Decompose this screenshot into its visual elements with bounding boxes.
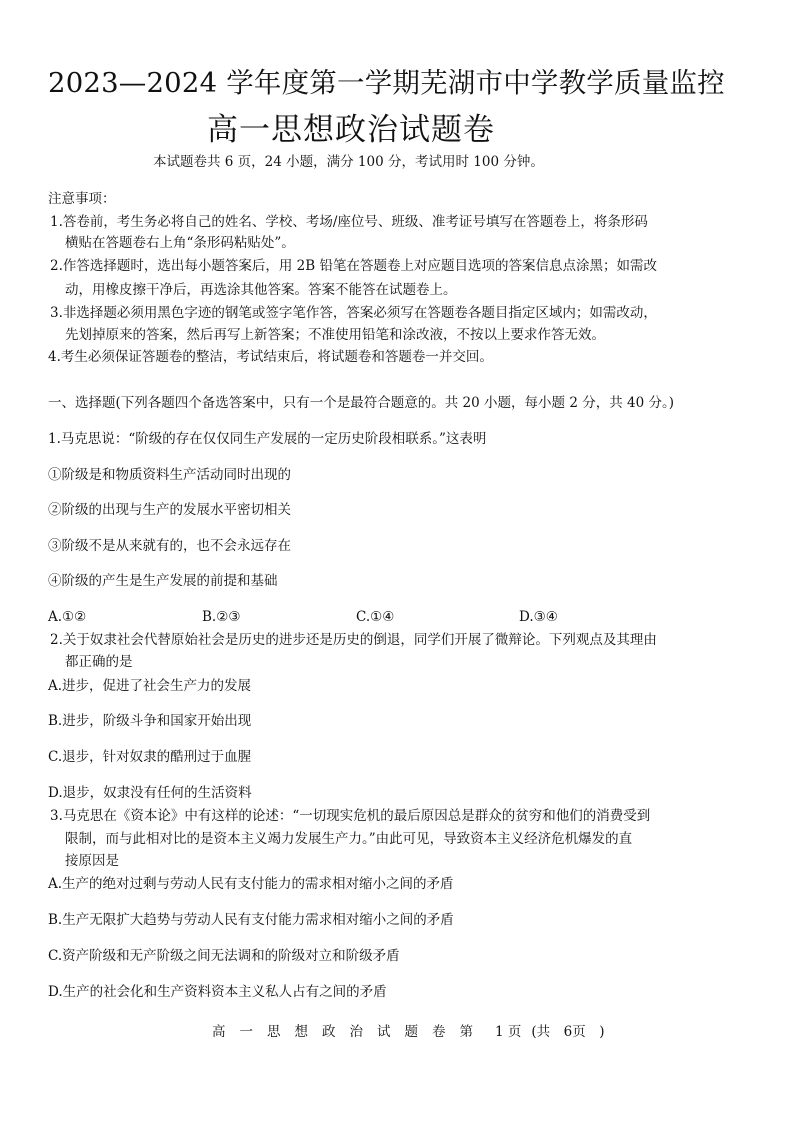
q1-statement-2: ②阶级的出现与生产的发展水平密切相关	[48, 502, 291, 518]
footer-char: 高	[212, 1024, 226, 1040]
q1-option-b: B.②③	[202, 609, 241, 625]
q1-statement-3: ③阶级不是从来就有的，也不会永远存在	[48, 538, 291, 554]
q1-statement-1: ①阶级是和物质资料生产活动同时出现的	[48, 467, 291, 483]
q3-option-a: A.生产的绝对过剩与劳动人民有支付能力的需求相对缩小之间的矛盾	[48, 876, 454, 892]
footer-char: 思	[267, 1024, 281, 1040]
q3-stem-line3: 接原因是	[65, 853, 119, 869]
q3-option-c: C.资产阶级和无产阶级之间无法调和的阶级对立和阶级矛盾	[48, 948, 400, 964]
q1-option-a: A.①②	[48, 609, 87, 625]
notice-item-2-line2: 动，用橡皮擦干净后，再选涂其他答案。答案不能答在试题卷上。	[65, 282, 457, 298]
notice-item-1-line1: 1.答卷前，考生务必将自己的姓名、学校、考场/座位号、班级、准考证号填写在答题卷上，将条形码	[50, 214, 648, 230]
q2-stem-line1: 2.关于奴隶社会代替原始社会是历史的进步还是历史的倒退，同学们开展了微辩论。下列观点及其理由	[50, 632, 657, 648]
footer-total-pages: (共 6页 )	[531, 1024, 605, 1040]
footer-char: 想	[294, 1024, 308, 1040]
exam-title-line2: 高一思想政治试题卷	[207, 112, 495, 148]
footer-char: 题	[404, 1024, 418, 1040]
q2-stem-line2: 都正确的是	[65, 654, 133, 670]
footer-char: 卷	[432, 1024, 446, 1040]
q2-option-b: B.进步，阶级斗争和国家开始出现	[48, 713, 252, 729]
page-footer	[212, 1020, 605, 1040]
q2-option-c: C.退步，针对奴隶的酷刑过于血腥	[48, 749, 252, 765]
q3-stem-line2: 限制，而与此相对比的是资本主义竭力发展生产力。”由此可见，导致资本主义经济危机爆发的直	[65, 831, 633, 847]
q2-option-a: A.进步，促进了社会生产力的发展	[48, 678, 252, 694]
notice-item-4: 4.考生必须保证答题卷的整洁，考试结束后，将试题卷和答题卷一并交回。	[48, 349, 493, 365]
q3-stem-line1: 3.马克思在《资本论》中有这样的论述：“一切现实危机的最后原因总是群众的贫穷和他们的消费受到	[50, 808, 651, 824]
exam-intro: 本试题卷共 6 页，24 小题，满分 100 分，考试用时 100 分钟。	[153, 154, 544, 170]
footer-char: 一	[239, 1024, 253, 1040]
section-1-heading: 一、选择题(下列各题四个备选答案中，只有一个是最符合题意的。共 20 小题，每小题 2 分，共 40 分。)	[48, 395, 674, 411]
footer-char: 第	[459, 1024, 473, 1040]
q2-option-d: D.退步，奴隶没有任何的生活资料	[48, 785, 252, 801]
footer-char: 试	[377, 1024, 391, 1040]
footer-char: 政	[322, 1024, 336, 1040]
notice-item-2-line1: 2.作答选择题时，选出每小题答案后，用 2B 铅笔在答题卷上对应题目选项的答案信息点涂黑；如需改	[50, 258, 657, 274]
q3-option-d: D.生产的社会化和生产资料资本主义私人占有之间的矛盾	[48, 984, 387, 1000]
q1-option-c: C.①④	[356, 609, 395, 625]
notice-heading: 注意事项：	[48, 191, 116, 207]
notice-item-1-line2: 横贴在答题卷右上角“条形码粘贴处”。	[65, 235, 295, 251]
exam-title-line1: 2023—2024 学年度第一学期芜湖市中学教学质量监控	[48, 67, 725, 99]
footer-char: 治	[349, 1024, 363, 1040]
notice-item-3-line2: 先划掉原来的答案，然后再写上新答案；不准使用铅笔和涂改液，不按以上要求作答无效。	[65, 327, 605, 343]
q1-statement-4: ④阶级的产生是生产发展的前提和基础	[48, 573, 278, 589]
q3-option-b: B.生产无限扩大趋势与劳动人民有支付能力需求相对缩小之间的矛盾	[48, 912, 454, 928]
footer-page-number: 1 页	[495, 1024, 522, 1040]
q1-stem: 1.马克思说：“阶级的存在仅仅同生产发展的一定历史阶段相联系。”这表明	[48, 431, 487, 447]
notice-item-3-line1: 3.非选择题必须用黑色字迹的钢笔或签字笔作答，答案必须写在答题卷各题目指定区域内；如需改动，	[50, 305, 657, 321]
q1-option-d: D.③④	[519, 609, 558, 625]
